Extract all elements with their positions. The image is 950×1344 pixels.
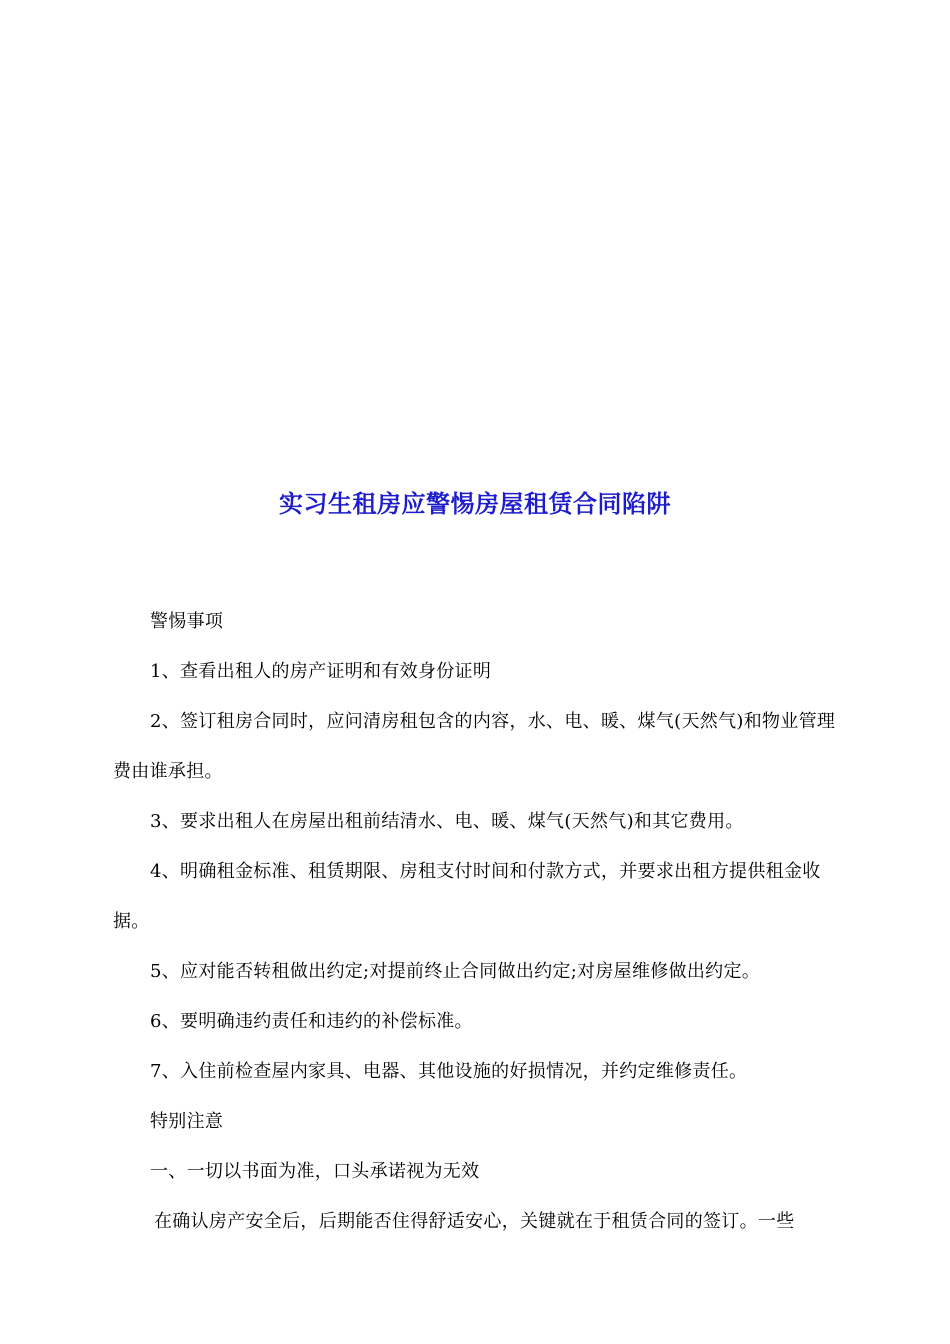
paragraph-lease-signing: 在确认房产安全后，后期能否住得舒适安心，关键就在于租赁合同的签订。一些 — [154, 1211, 795, 1232]
paragraph-item-6: 6、要明确违约责任和违约的补偿标准。 — [150, 1011, 473, 1032]
paragraph-item-4: 4、明确租金标准、租赁期限、房租支付时间和付款方式，并要求出租方提供租金收据。 — [113, 861, 821, 932]
section-heading-warnings: 警惕事项 — [150, 611, 224, 632]
paragraph-item-5: 5、应对能否转租做出约定;对提前终止合同做出约定;对房屋维修做出约定。 — [150, 961, 761, 982]
paragraph-item-3: 3、要求出租人在房屋出租前结清水、电、暖、煤气(天然气)和其它费用。 — [150, 811, 744, 832]
section-heading-special-notes: 特别注意 — [150, 1111, 224, 1132]
subheading-written-agreement: 一、一切以书面为准，口头承诺视为无效 — [150, 1161, 480, 1182]
document-body — [113, 597, 838, 1247]
paragraph-item-1: 1、查看出租人的房产证明和有效身份证明 — [150, 661, 492, 682]
paragraph-item-2: 2、签订租房合同时，应问清房租包含的内容，水、电、暖、煤气(天然气)和物业管理费由谁承担。 — [113, 711, 836, 782]
paragraph-item-7: 7、入住前检查屋内家具、电器、其他设施的好损情况，并约定维修责任。 — [150, 1061, 748, 1082]
document-title: 实习生租房应警惕房屋租赁合同陷阱 — [279, 489, 671, 518]
